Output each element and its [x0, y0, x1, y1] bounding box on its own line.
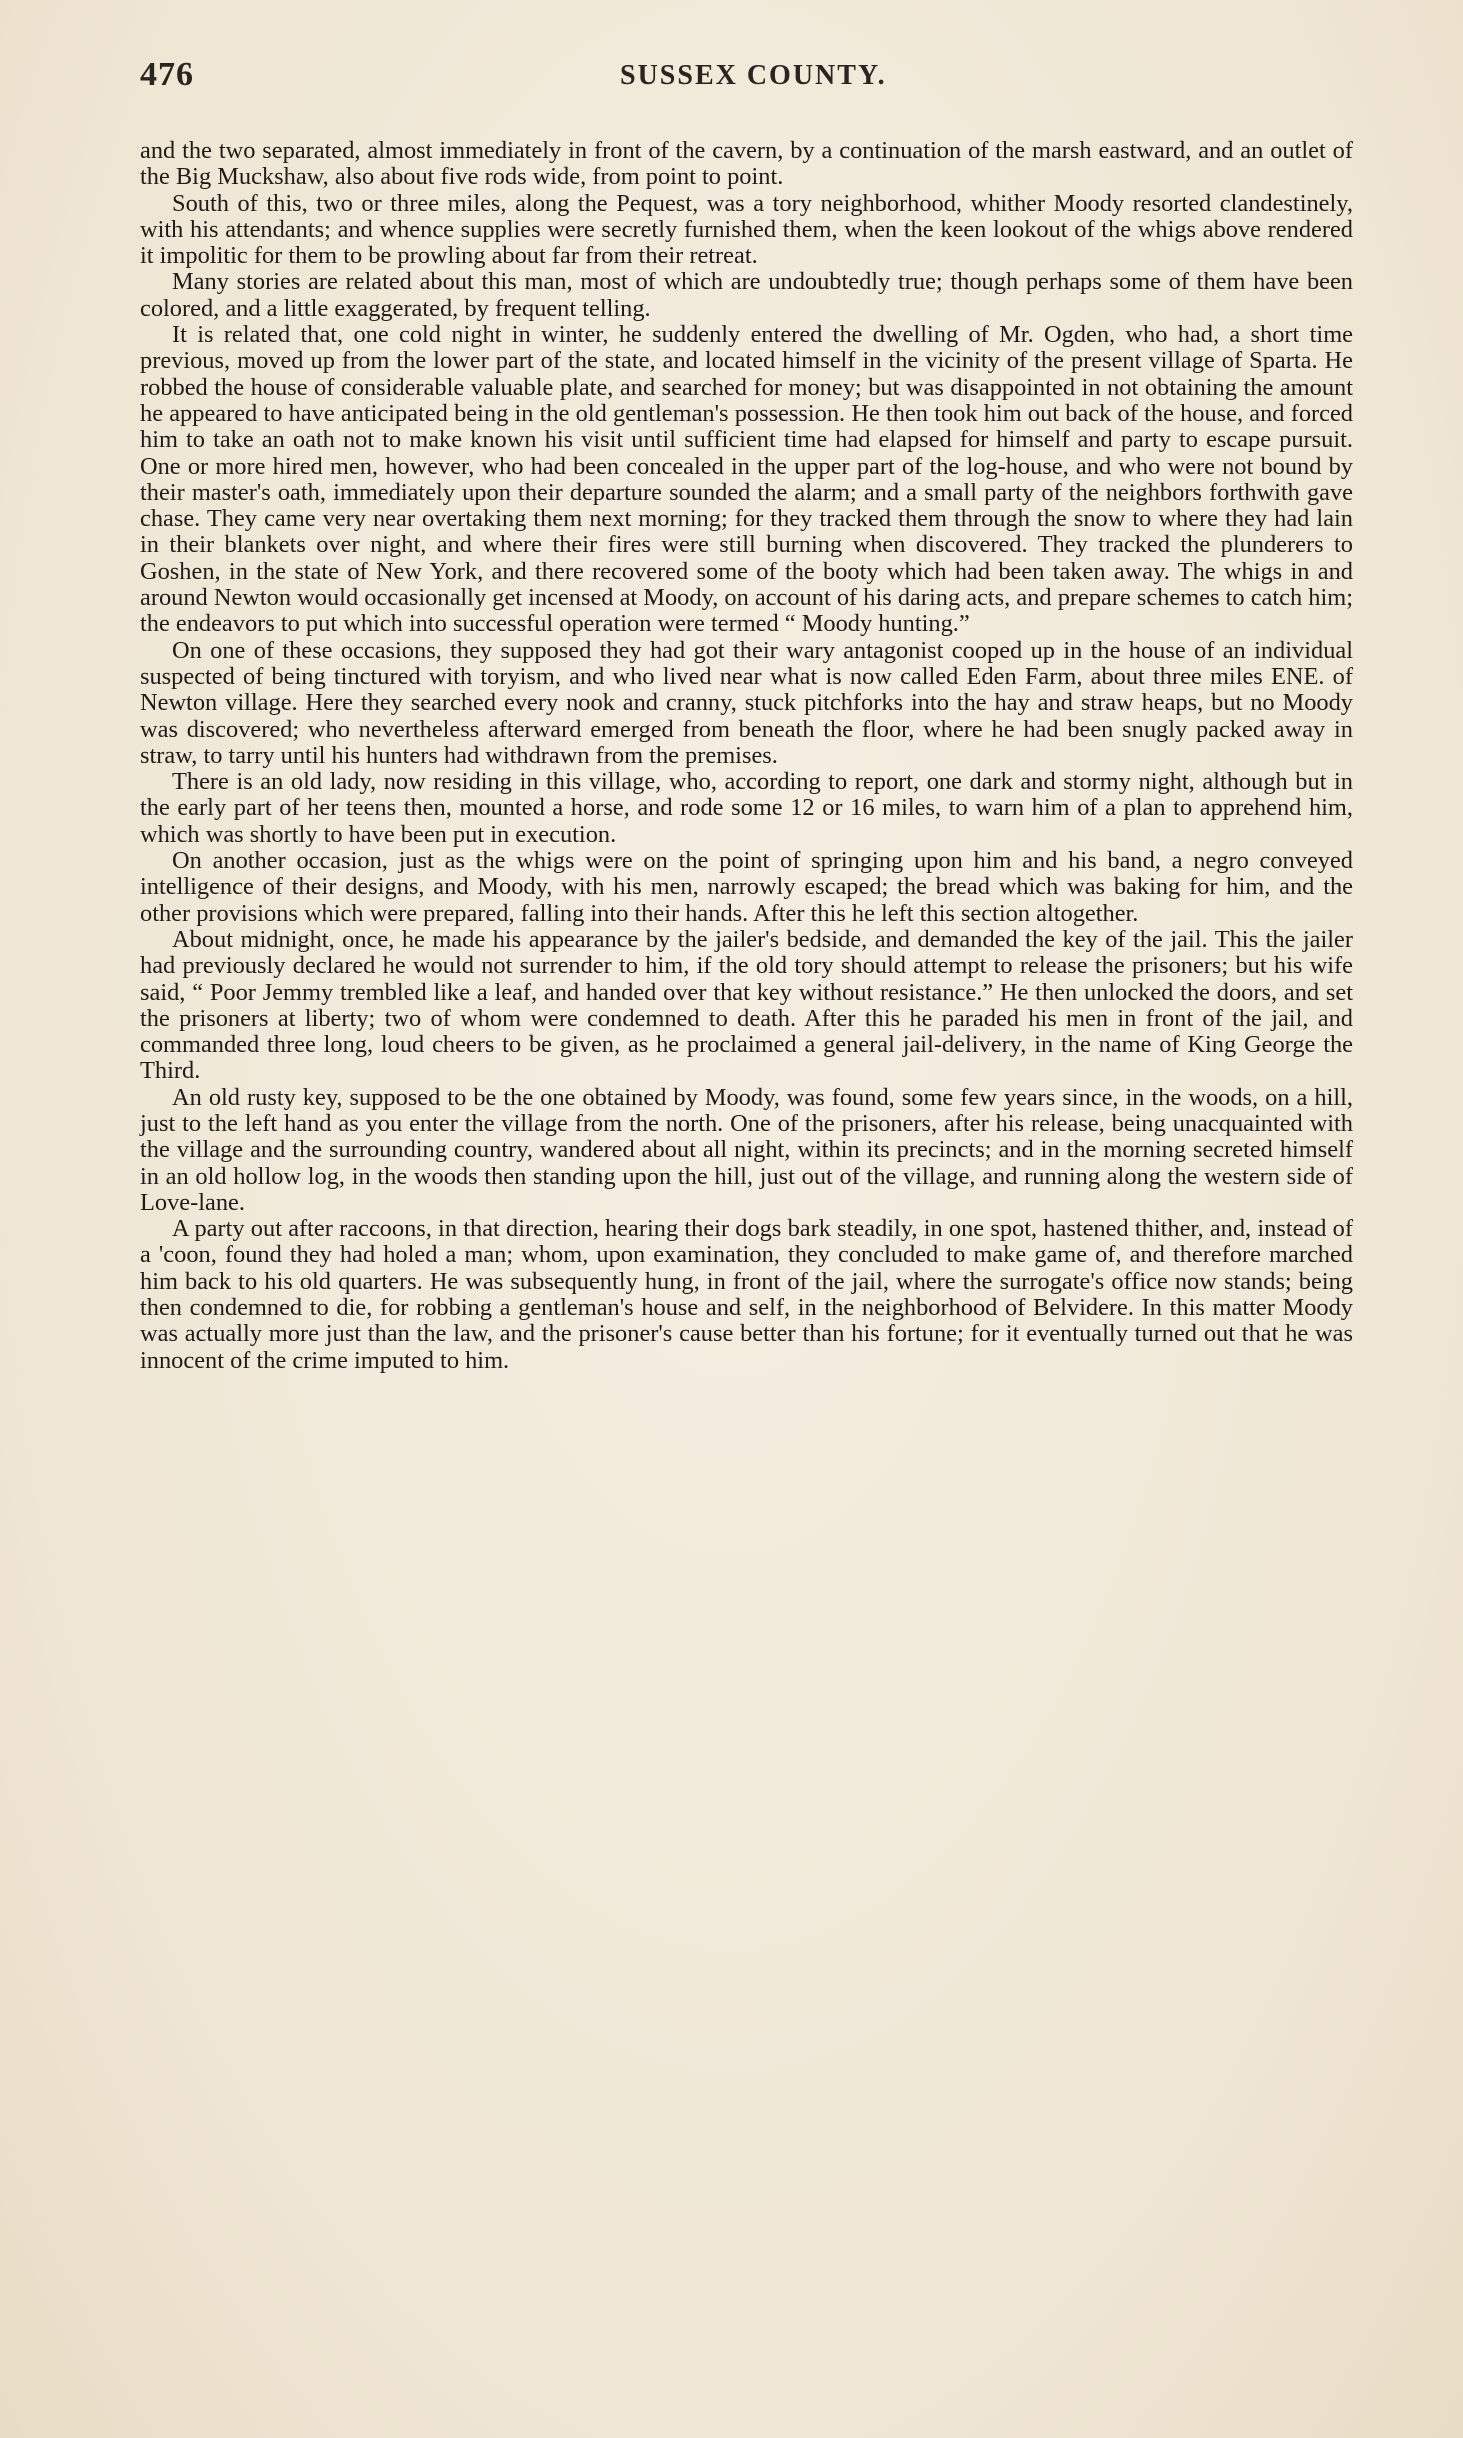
paragraph-ogden-robbery: It is related that, one cold night in winter, he suddenly entered the dwelling of Mr. Ogden, who had, a short time previous, moved up from the lower part of the state, and located himself in the vicinity of the present village of Sparta. He robbed the house of considerable valuable plate, and searched for money; but was disappointed in not obtaining the amount he appeared to have anticipated being in the old gentleman's possession. He then took him out back of the house, and forced him to take an oath not to make known his visit until sufficient time had elapsed for himself and party to escape pursuit. One or more hired men, however, who had been concealed in the upper part of the log-house, and who were not bound by their master's oath, immediately upon their departure sounded the alarm; and a small party of the neighbors forthwith gave chase. They came very near overtaking them next morning; for they tracked them through the snow to where they had lain in their blankets over night, and where their fires were still burning when discovered. They tracked the plunderers to Goshen, in the state of New York, and there recovered some of the booty which had been taken away. The whigs in and around Newton would occasionally get incensed at Moody, on account of his daring acts, and prepare schemes to catch him; the endeavors to put which into successful operation were termed “ Moody hunting.” [140, 321, 1353, 638]
paragraph-raccoon-hunt: A party out after raccoons, in that direction, hearing their dogs bark steadily, in one spot, hastened thither, and, instead of a 'coon, found they had holed a man; whom, upon examination, they concluded to make game of, and therefore marched him back to his old quarters. He was subsequently hung, in front of the jail, where the surrogate's office now stands; being then condemned to die, for robbing a gentleman's house and self, in the neighborhood of Belvidere. In this matter Moody was actually more just than the law, and the prisoner's cause better than his fortune; for it eventually turned out that he was innocent of the crime imputed to him. [140, 1215, 1353, 1374]
paragraph-negro-warning: On another occasion, just as the whigs were on the point of springing upon him and his band, a negro conveyed intelligence of their designs, and Moody, with his men, narrowly escaped; the bread which was baking for him, and the other provisions which were prepared, falling into their hands. After this he left this section altogether. [140, 847, 1353, 927]
running-head: SUSSEX COUNTY. [620, 60, 887, 91]
body-text [140, 138, 1353, 1374]
paragraph-jail-delivery: About midnight, once, he made his appearance by the jailer's bedside, and demanded the key of the jail. This the jailer had previously declared he would not surrender to him, if the old tory should attempt to release the prisoners; but his wife said, “ Poor Jemmy trembled like a leaf, and handed over that key without resistance.” He then unlocked the doors, and set the prisoners at liberty; two of whom were condemned to death. After this he paraded his men in front of the jail, and commanded three long, loud cheers to be given, as he proclaimed a general jail-delivery, in the name of King George the Third. [140, 925, 1353, 1085]
page-header [140, 56, 1360, 106]
paragraph-eden-farm: On one of these occasions, they supposed they had got their wary antagonist cooped up in the house of an individual suspected of being tinctured with toryism, and who lived near what is now called Eden Farm, about three miles ENE. of Newton village. Here they searched every nook and cranny, stuck pitchforks into the hay and straw heaps, but no Moody was discovered; who nevertheless afterward emerged from beneath the floor, where he had been snugly packed away in straw, to tarry until his hunters had withdrawn from the premises. [140, 636, 1353, 769]
paragraph-rusty-key: An old rusty key, supposed to be the one obtained by Moody, was found, some few years since, in the woods, on a hill, just to the left hand as you enter the village from the north. One of the prisoners, after his release, being unacquainted with the village and the surrounding country, wandered about all night, within its precincts; and in the morning secreted himself in an old hollow log, in the woods then standing upon the hill, just out of the village, and running along the western side of Love-lane. [140, 1083, 1353, 1216]
page-number: 476 [140, 56, 194, 93]
paragraph-continuation: and the two separated, almost immediately in front of the cavern, by a continuation of the marsh eastward, and an outlet of the Big Muckshaw, also about five rods wide, from point to point. [140, 137, 1353, 191]
paragraph-stories: Many stories are related about this man, most of which are undoubtedly true; though perhaps some of them have been colored, and a little exaggerated, by frequent telling. [140, 268, 1353, 322]
paragraph-old-lady: There is an old lady, now residing in this village, who, according to report, one dark and stormy night, although but in the early part of her teens then, mounted a horse, and rode some 12 or 16 miles, to warn him of a plan to apprehend him, which was shortly to have been put in execution. [140, 768, 1353, 848]
paragraph-tory-neighborhood: South of this, two or three miles, along the Pequest, was a tory neighborhood, whither Moody resorted clandestinely, with his attendants; and whence supplies were secretly furnished them, when the keen lookout of the whigs above rendered it impolitic for them to be prowling about far from their retreat. [140, 189, 1353, 270]
